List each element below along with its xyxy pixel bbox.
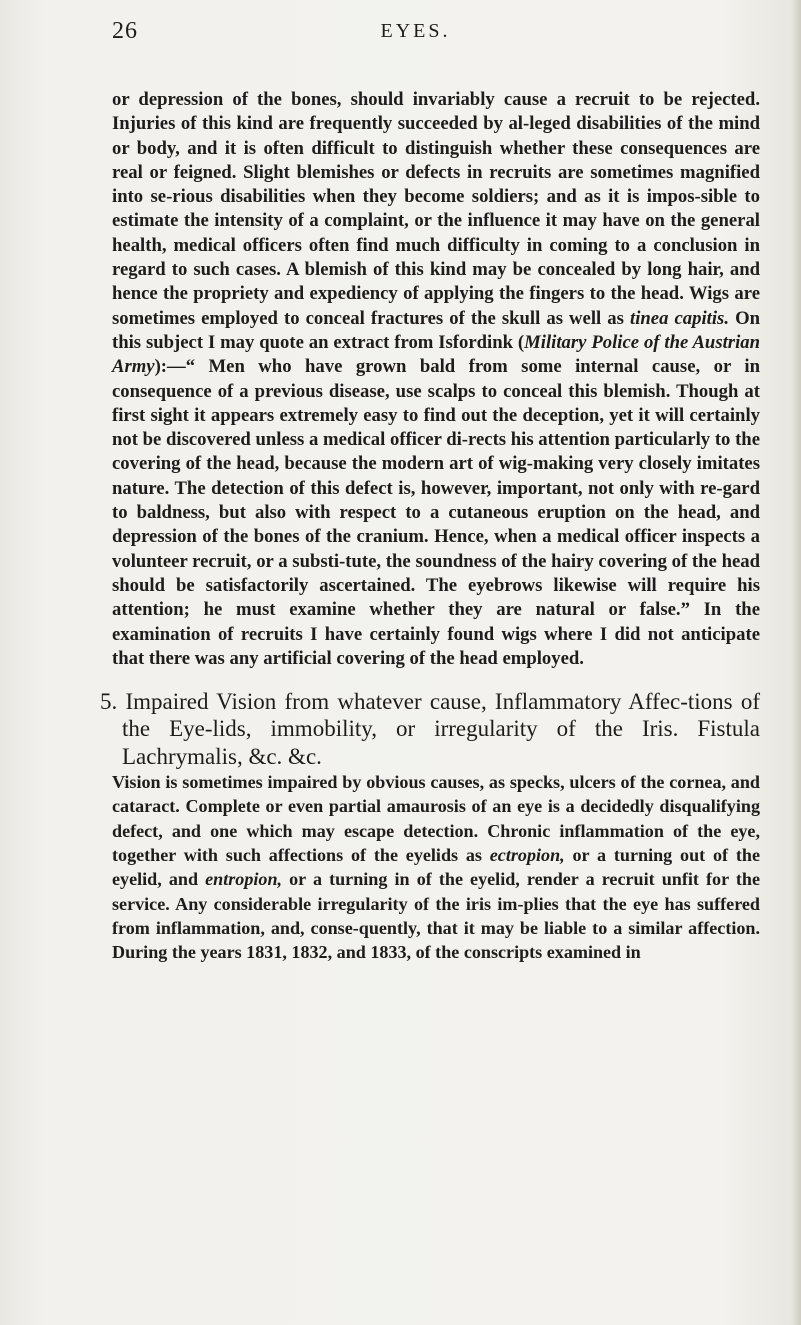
page-header (0, 14, 801, 48)
text-run: On this subject I may quote an extract from Isfordink ( (112, 307, 761, 353)
italic-book-title: Military Police of the Austrian Army (112, 331, 760, 378)
text-run: ):—“ Men who have grown bald from some internal cause, or in consequence of a previous disease, use scalps to conceal this blemish. Though at first sight it appears extremely easy to find out the deception, yet it will certainly not be discovered unless a medical officer di-rects his attention particularly to the covering of the head, because the modern art of wig-making very closely imitates nature. The detection of this defect is, however, important, not only with re-gard to baldness, but also with respect to a cutaneous eruption on the head, and depression of the bones of the cranium. Hence, when a medical officer inspects a volunteer recruit, or a substi-tute, the soundness of the hairy covering of the head should be satisfactorily ascertained. The eyebrows likewise will require his attention; he must examine whether they are natural or false.” In the examination of recruits I have certainly found wigs where I did not anticipate that there was any artificial covering of the head employed. (112, 356, 760, 669)
paragraph-wigs (112, 88, 760, 671)
italic-term: ectropion, (489, 844, 565, 865)
section-heading (100, 688, 760, 770)
text-run: or a turning in of the eyelid, render a recruit unfit for the service. Any considerable irregularity of the iris im-plies that the eye has suffered from inflammation, and, conse-quently, that it may be liable to a similar affection. During the years 1831, 1832, and 1833, of the conscripts examined in (112, 869, 761, 963)
text-run: or a turning out of the eyelid, and (112, 844, 760, 890)
section-heading-text: 5. Impaired Vision from whatever cause, Inflammatory Affec-tions of the Eye-lids, immobility, or irregularity of the Iris. Fistula Lachrymalis, &c. &c. (100, 689, 760, 769)
paragraph-vision (112, 770, 760, 964)
text-run: Vision is sometimes impaired by obvious causes, as specks, ulcers of the cornea, and cataract. Complete or even partial amaurosis of an eye is a decidedly disqualifying defect, and one which may escape detection. Chronic inflammation of the eye, together with such affections of the eyelids as (112, 772, 760, 865)
body-text (100, 88, 761, 964)
page-number: 26 (112, 18, 138, 44)
text-run: or depression of the bones, should invariably cause a recruit to be rejected. Injuries of this kind are frequently succeeded by al-leged disabilities of the mind or body, and it is often difficult to distinguish whether these consequences are real or feigned. Slight blemishes or defects in recruits are sometimes magnified into se-rious disabilities when they become soldiers; and as it is impos-sible to estimate the intensity of a complaint, or the influence it may have on the general health, medical officers often find much difficulty in coming to a conclusion in regard to such cases. A blemish of this kind may be concealed by long hair, and hence the propriety and expediency of applying the fingers to the head. Wigs are sometimes employed to conceal fractures of the skull as well as (112, 89, 760, 329)
page-edge-shadow (791, 0, 801, 1325)
running-title: EYES. (380, 20, 451, 42)
italic-term: tinea capitis. (630, 307, 729, 329)
italic-term: entropion, (205, 869, 283, 890)
